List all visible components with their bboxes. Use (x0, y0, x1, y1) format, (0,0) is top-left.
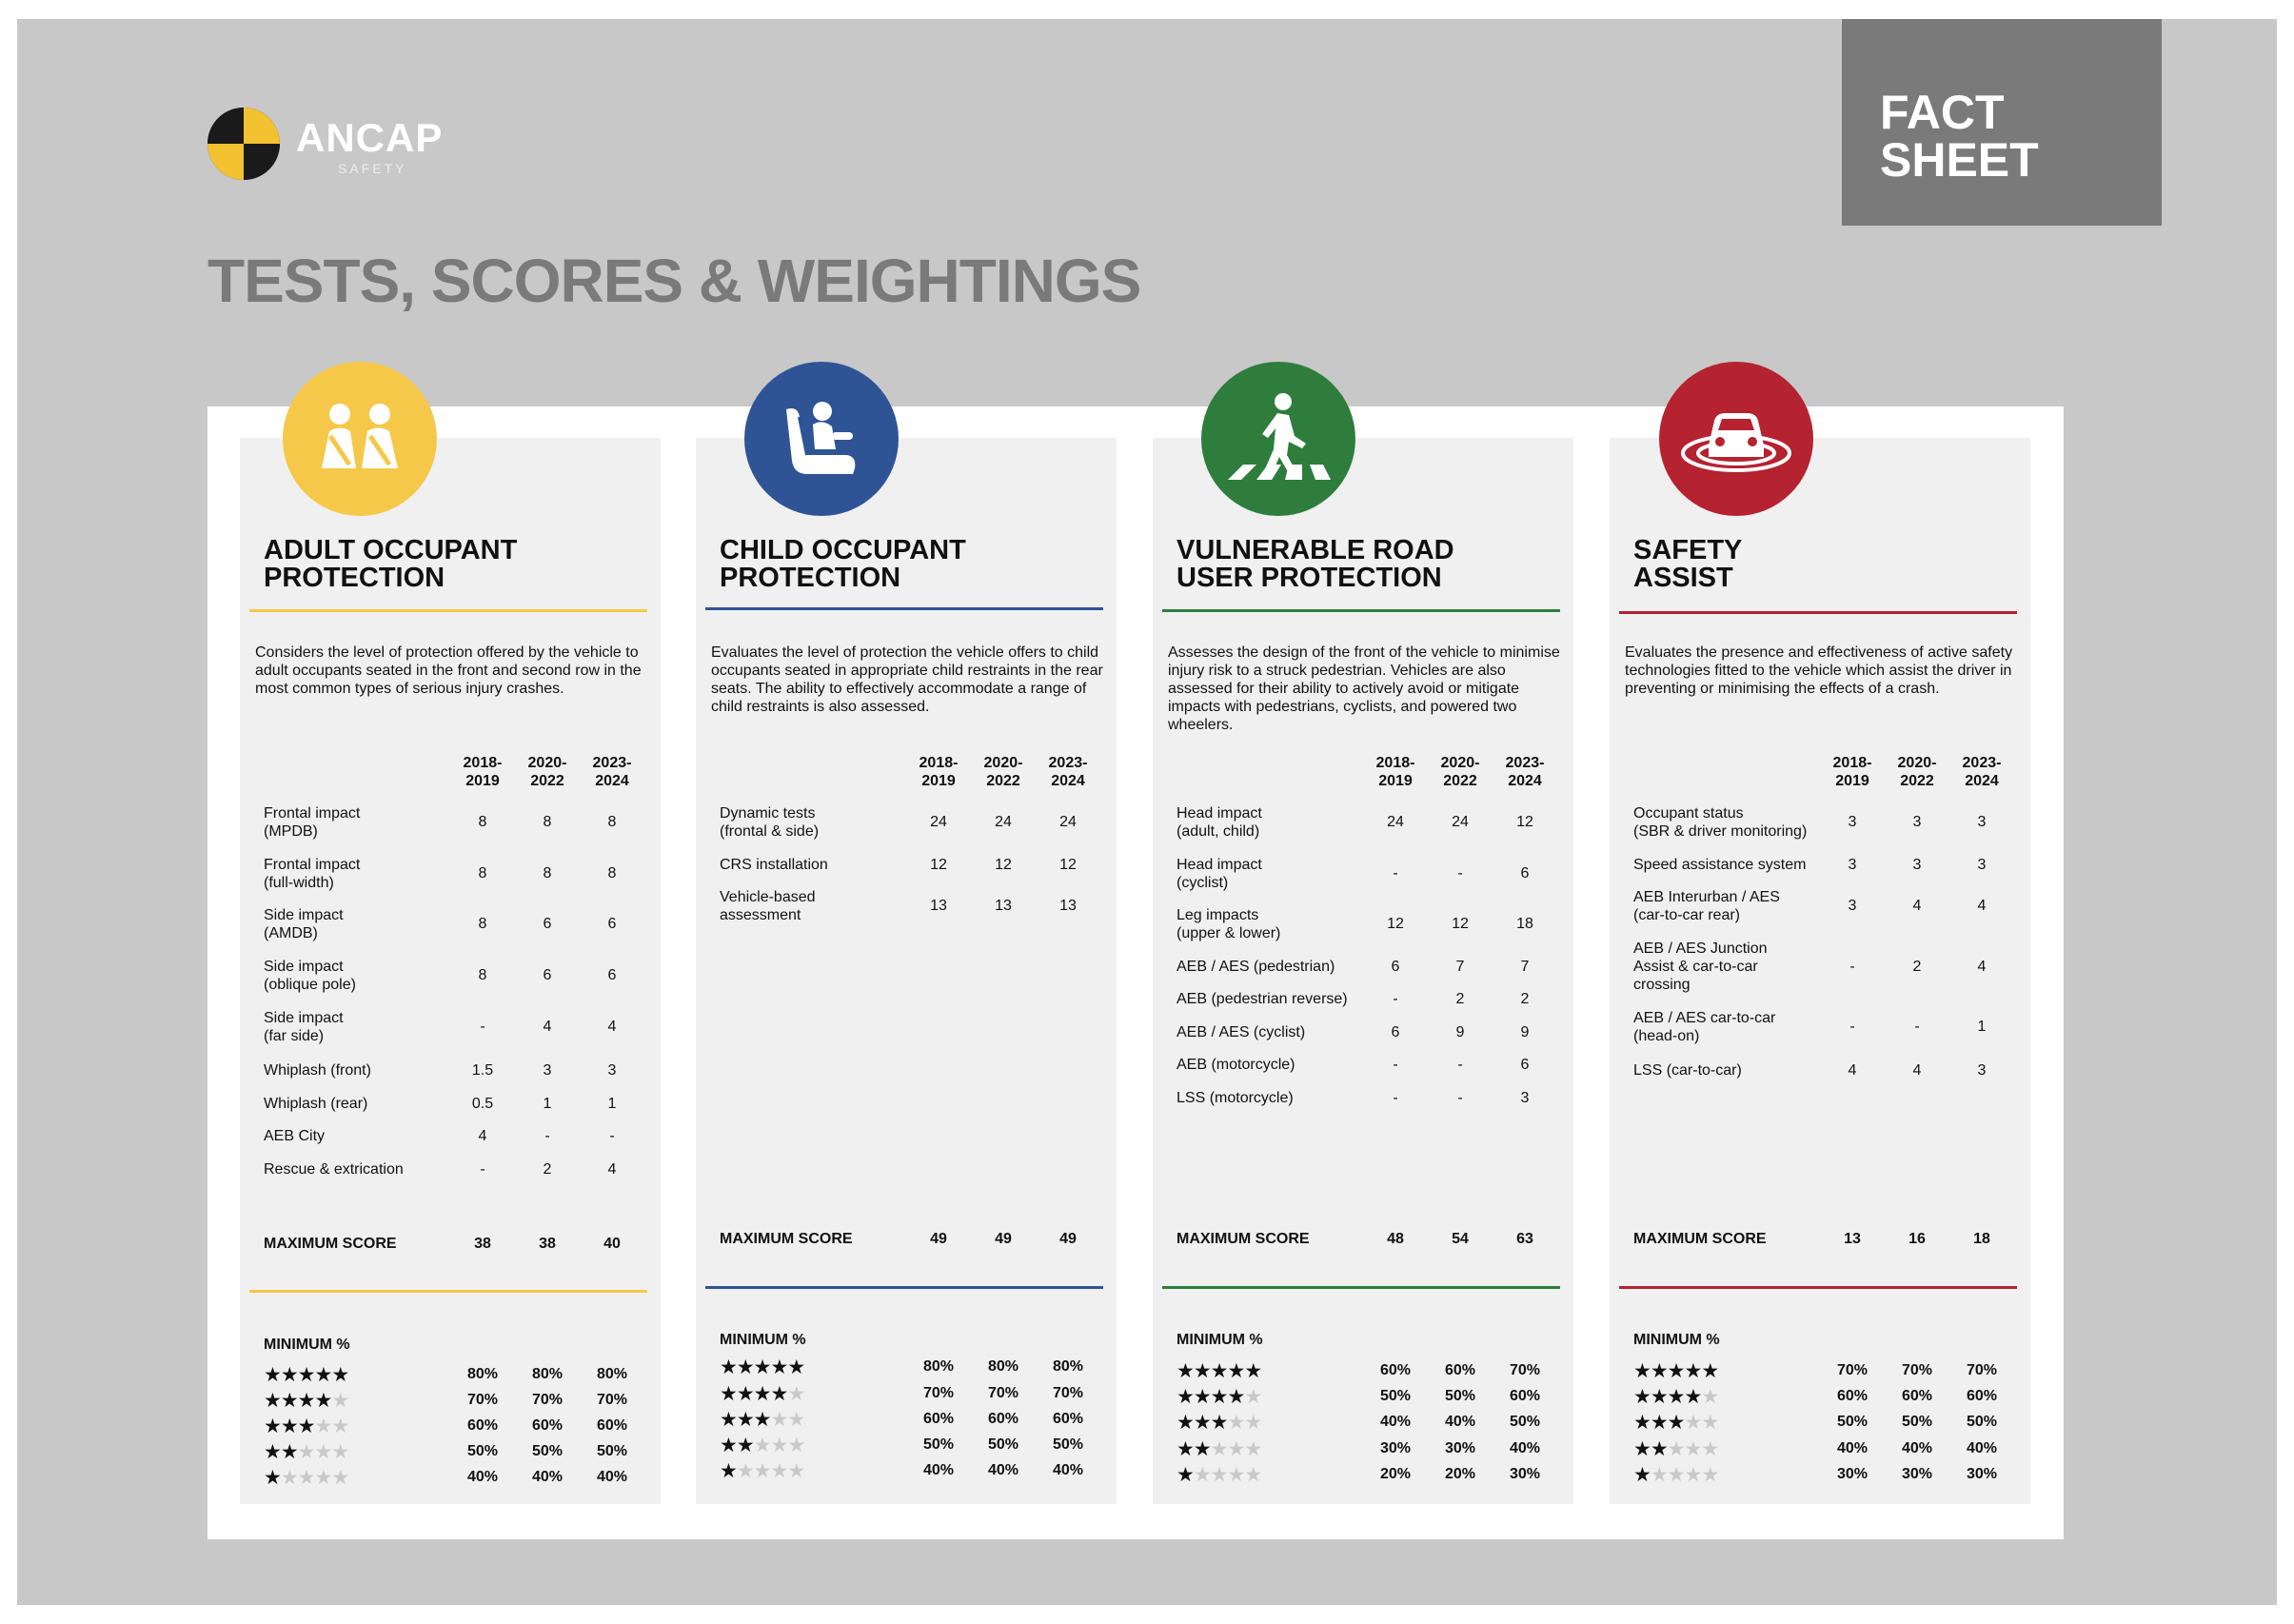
maximum-score-value: 48 (1387, 1231, 1404, 1247)
minimum-percent-value: 60% (1836, 1388, 1869, 1404)
score-value: 1 (607, 1096, 617, 1112)
score-value: 4 (607, 1161, 617, 1178)
test-name: Whiplash (rear) (264, 1096, 368, 1112)
maximum-score-value: 49 (1059, 1231, 1077, 1247)
category-title-line: ASSIST (1633, 563, 1733, 593)
score-value: 13 (1059, 898, 1077, 914)
test-name: AEB / AES Junction Assist & car-to-car crossing (1633, 941, 1768, 993)
star-rating-icon: ★★★★★ (264, 1416, 349, 1437)
minimum-percent-value: 70% (1901, 1362, 1933, 1378)
score-value: 4 (478, 1128, 487, 1144)
score-value: 8 (478, 814, 487, 830)
star-rating-icon: ★★★★★ (720, 1409, 805, 1431)
score-value: - (1849, 1019, 1855, 1035)
year-column-header: 2020- 2022 (1440, 755, 1480, 789)
score-value: - (609, 1128, 615, 1144)
score-value: 6 (1520, 865, 1530, 881)
year-column-header: 2018- 2019 (1375, 755, 1415, 789)
minimum-percent-value: 60% (1509, 1388, 1541, 1404)
minimum-percent-value: 40% (1836, 1440, 1869, 1456)
score-value: 24 (1387, 814, 1404, 830)
fact-sheet-line-2: SHEET (1880, 133, 2039, 187)
minimum-percent-value: 20% (1379, 1466, 1412, 1482)
test-name: AEB / AES (pedestrian) (1177, 959, 1335, 975)
maximum-score-label: MAXIMUM SCORE (1177, 1231, 1310, 1247)
score-value: 1.5 (471, 1062, 494, 1079)
minimum-percent-value: 50% (531, 1443, 564, 1459)
score-value: 12 (1059, 857, 1077, 873)
minimum-percent-value: 30% (1966, 1466, 1998, 1482)
score-value: - (1393, 1090, 1398, 1106)
score-value: 12 (1387, 916, 1404, 932)
score-value: 2 (1455, 991, 1465, 1007)
category-title-line: PROTECTION (720, 563, 901, 593)
minimum-percent-value: 70% (1966, 1362, 1998, 1378)
score-value: 6 (543, 916, 552, 932)
year-column-header: 2020- 2022 (983, 755, 1023, 789)
minimum-percent-label: MINIMUM % (1177, 1332, 1263, 1348)
category-description: Evaluates the level of protection the vehicle offers to child occupants seated in appropriate child restraints in the rear seats. The ability to effectively accommodate a range of child restraints is also assessed. (711, 644, 1103, 715)
minimum-percent-value: 60% (1901, 1388, 1933, 1404)
minimum-percent-value: 70% (1509, 1362, 1541, 1378)
minimum-percent-value: 70% (596, 1392, 628, 1408)
maximum-score-value: 49 (995, 1231, 1012, 1247)
test-name: Frontal impact (MPDB) (264, 805, 361, 840)
star-rating-icon: ★★★★★ (1633, 1438, 1719, 1460)
score-value: 24 (995, 814, 1012, 830)
test-name: AEB (pedestrian reverse) (1177, 991, 1348, 1007)
score-value: - (1457, 1090, 1463, 1106)
score-value: 6 (1391, 1024, 1400, 1040)
score-value: 6 (1520, 1057, 1530, 1073)
score-value: 7 (1520, 959, 1530, 975)
score-value: 4 (1848, 1062, 1857, 1079)
score-value: 4 (607, 1019, 617, 1035)
score-value: - (1393, 865, 1398, 881)
minimum-percent-value: 30% (1901, 1466, 1933, 1482)
score-value: 3 (1848, 898, 1857, 914)
minimum-percent-value: 60% (1444, 1362, 1476, 1378)
test-name: Rescue & extrication (264, 1161, 404, 1178)
score-value: 2 (543, 1161, 552, 1178)
star-rating-icon: ★★★★★ (1177, 1412, 1262, 1434)
test-name: Side impact (far side) (264, 1010, 344, 1044)
minimum-percent-value: 60% (987, 1411, 1019, 1427)
category-title (720, 537, 966, 592)
minimum-percent-value: 60% (1966, 1388, 1998, 1404)
test-name: Side impact (oblique pole) (264, 959, 356, 993)
star-rating-icon: ★★★★★ (264, 1467, 349, 1489)
star-rating-icon: ★★★★★ (1633, 1386, 1719, 1408)
minimum-percent-value: 40% (1052, 1462, 1084, 1478)
minimum-percent-value: 50% (1052, 1436, 1084, 1453)
minimum-percent-value: 50% (922, 1436, 955, 1453)
score-value: 6 (1391, 959, 1400, 975)
score-value: 9 (1455, 1024, 1465, 1040)
minimum-percent-value: 50% (1379, 1388, 1412, 1404)
minimum-percent-value: 60% (531, 1417, 564, 1434)
ancap-logo (208, 108, 493, 184)
score-value: 6 (543, 967, 552, 983)
minimum-percent-value: 40% (531, 1469, 564, 1485)
category-title (1633, 537, 1742, 592)
score-value: 3 (1912, 857, 1922, 873)
minimum-percent-value: 50% (1966, 1414, 1998, 1430)
year-column-header: 2020- 2022 (1897, 755, 1937, 789)
test-name: AEB City (264, 1128, 326, 1144)
minimum-percent-value: 30% (1444, 1440, 1476, 1456)
minimum-percent-value: 20% (1444, 1466, 1476, 1482)
year-column-header: 2023- 2024 (592, 755, 632, 789)
adult-occupants-icon (283, 362, 437, 516)
category-title-line: ADULT OCCUPANT (264, 535, 518, 565)
star-rating-icon: ★★★★★ (720, 1435, 805, 1456)
category-title (264, 537, 517, 592)
pedestrian-icon (1201, 362, 1355, 516)
year-column-header: 2018- 2019 (463, 755, 503, 789)
star-rating-icon: ★★★★★ (720, 1383, 805, 1405)
score-value: 3 (607, 1062, 617, 1079)
maximum-score-value: 63 (1516, 1231, 1533, 1247)
minimum-percent-value: 40% (922, 1462, 955, 1478)
child-seat-icon (744, 362, 899, 516)
score-value: 1 (1977, 1019, 1987, 1035)
minimum-percent-value: 30% (1509, 1466, 1541, 1482)
star-rating-icon: ★★★★★ (1177, 1360, 1262, 1382)
maximum-score-value: 54 (1452, 1231, 1469, 1247)
score-value: 3 (1912, 814, 1922, 830)
test-name: AEB (motorcycle) (1177, 1057, 1295, 1073)
maximum-score-value: 18 (1973, 1231, 1990, 1247)
maximum-score-label: MAXIMUM SCORE (720, 1231, 853, 1247)
minimum-percent-value: 30% (1836, 1466, 1869, 1482)
category-title (1177, 537, 1454, 592)
year-column-header: 2020- 2022 (527, 755, 567, 789)
score-value: 3 (1977, 1062, 1987, 1079)
score-value: 6 (607, 967, 617, 983)
score-value: 8 (607, 865, 617, 881)
test-name: Vehicle-based assessment (720, 889, 816, 923)
minimum-percent-value: 50% (987, 1436, 1019, 1453)
minimum-percent-value: 70% (466, 1392, 499, 1408)
minimum-percent-value: 80% (596, 1366, 628, 1382)
score-value: 24 (1059, 814, 1077, 830)
category-divider (705, 607, 1103, 610)
minimum-percent-value: 80% (1052, 1358, 1084, 1375)
minimum-percent-value: 50% (596, 1443, 628, 1459)
score-value: 3 (1848, 857, 1857, 873)
star-rating-icon: ★★★★★ (1177, 1386, 1262, 1408)
score-value: 12 (1516, 814, 1533, 830)
minimum-percent-label: MINIMUM % (720, 1332, 806, 1348)
minimum-percent-value: 70% (1052, 1385, 1084, 1401)
test-name: Whiplash (front) (264, 1062, 371, 1079)
minimum-percent-value: 40% (1901, 1440, 1933, 1456)
score-value: 8 (607, 814, 617, 830)
score-value: 8 (543, 814, 552, 830)
category-card (1153, 438, 1573, 1504)
score-value: - (1914, 1019, 1920, 1035)
minimum-percent-value: 60% (596, 1417, 628, 1434)
maximum-score-value: 40 (603, 1236, 621, 1252)
score-value: 0.5 (471, 1096, 494, 1112)
score-value: 4 (543, 1019, 552, 1035)
score-value: 12 (995, 857, 1012, 873)
minimum-percent-value: 50% (466, 1443, 499, 1459)
score-value: 1 (543, 1096, 552, 1112)
score-value: 3 (1977, 857, 1987, 873)
category-card (240, 438, 661, 1504)
category-title-line: USER PROTECTION (1177, 563, 1442, 593)
category-title-line: SAFETY (1633, 535, 1743, 565)
score-value: - (1849, 959, 1855, 975)
score-value: 7 (1455, 959, 1465, 975)
star-rating-icon: ★★★★★ (720, 1460, 805, 1482)
score-value: 2 (1912, 959, 1922, 975)
score-value: 8 (478, 967, 487, 983)
score-value: 3 (1977, 814, 1987, 830)
score-value: 4 (1977, 959, 1987, 975)
year-column-header: 2018- 2019 (1832, 755, 1872, 789)
minimum-percent-value: 40% (596, 1469, 628, 1485)
minimum-percent-value: 60% (1052, 1411, 1084, 1427)
minimum-percent-label: MINIMUM % (264, 1337, 350, 1353)
test-name: AEB Interurban / AES (car-to-car rear) (1633, 889, 1780, 923)
page-title: TESTS, SCORES & WEIGHTINGS (208, 247, 1141, 315)
minimum-percent-label: MINIMUM % (1633, 1332, 1720, 1348)
minimum-percent-value: 80% (987, 1358, 1019, 1375)
test-name: Speed assistance system (1633, 857, 1807, 873)
minimum-percent-value: 60% (922, 1411, 955, 1427)
brand-name: ANCAP (296, 115, 444, 160)
minimum-percent-value: 50% (1836, 1414, 1869, 1430)
score-value: - (1457, 1057, 1463, 1073)
score-value: 18 (1516, 916, 1533, 932)
car-sensor-icon (1659, 362, 1813, 516)
star-rating-icon: ★★★★★ (264, 1441, 349, 1463)
test-name: AEB / AES car-to-car (head-on) (1633, 1010, 1776, 1044)
minimum-percent-value: 80% (466, 1366, 499, 1382)
category-description: Evaluates the presence and effectiveness of active safety technologies fitted to the vehicle which assist the driver in preventing or minimising the effects of a crash. (1625, 644, 2013, 697)
category-divider (1162, 1286, 1560, 1289)
category-divider (249, 609, 647, 612)
minimum-percent-value: 50% (1509, 1414, 1541, 1430)
minimum-percent-value: 60% (466, 1417, 499, 1434)
maximum-score-label: MAXIMUM SCORE (1633, 1231, 1767, 1247)
test-name: Side impact (AMDB) (264, 907, 344, 941)
score-value: - (1457, 865, 1463, 881)
category-divider (1619, 611, 2017, 614)
score-value: 8 (478, 916, 487, 932)
score-value: - (1393, 991, 1398, 1007)
maximum-score-value: 49 (930, 1231, 947, 1247)
score-value: 4 (1977, 898, 1987, 914)
category-description: Assesses the design of the front of the vehicle to minimise injury risk to a struck pedestrian. Vehicles are also assessed for their ability to actively avoid or mitigate impacts with pedestrians, cyclists, and powered two wheelers. (1168, 644, 1560, 733)
test-name: Dynamic tests (frontal & side) (720, 805, 820, 840)
test-name: AEB / AES (cyclist) (1177, 1024, 1306, 1040)
score-value: 3 (1848, 814, 1857, 830)
score-value: 2 (1520, 991, 1530, 1007)
category-card (1610, 438, 2030, 1504)
star-rating-icon: ★★★★★ (1633, 1464, 1719, 1486)
score-value: 24 (930, 814, 947, 830)
score-value: 12 (930, 857, 947, 873)
test-name: Occupant status (SBR & driver monitoring) (1633, 805, 1808, 840)
minimum-percent-value: 70% (531, 1392, 564, 1408)
maximum-score-label: MAXIMUM SCORE (264, 1236, 397, 1252)
maximum-score-value: 13 (1844, 1231, 1861, 1247)
minimum-percent-value: 70% (922, 1385, 955, 1401)
minimum-percent-value: 70% (987, 1385, 1019, 1401)
minimum-percent-value: 30% (1379, 1440, 1412, 1456)
score-value: - (544, 1128, 550, 1144)
minimum-percent-value: 70% (1836, 1362, 1869, 1378)
minimum-percent-value: 50% (1444, 1388, 1476, 1404)
category-title-line: PROTECTION (264, 563, 445, 593)
category-title-line: VULNERABLE ROAD (1177, 535, 1454, 565)
test-name: Head impact (cyclist) (1177, 857, 1262, 891)
minimum-percent-value: 40% (987, 1462, 1019, 1478)
score-value: 9 (1520, 1024, 1530, 1040)
category-divider (705, 1286, 1103, 1289)
category-description: Considers the level of protection offered by the vehicle to adult occupants seated in the front and second row in the most common types of serious injury crashes. (255, 644, 642, 697)
test-name: Head impact (adult, child) (1177, 805, 1262, 840)
category-divider (1162, 609, 1560, 612)
brand-subtitle: SAFETY (338, 161, 407, 176)
year-column-header: 2023- 2024 (1505, 755, 1545, 789)
star-rating-icon: ★★★★★ (264, 1364, 349, 1386)
score-value: 13 (930, 898, 947, 914)
maximum-score-value: 38 (474, 1236, 491, 1252)
maximum-score-value: 38 (539, 1236, 556, 1252)
fact-sheet-badge (1842, 19, 2162, 226)
star-rating-icon: ★★★★★ (1177, 1464, 1262, 1486)
category-divider (1619, 1286, 2017, 1289)
minimum-percent-value: 80% (922, 1358, 955, 1375)
crash-test-marker-icon (208, 108, 280, 180)
test-name: LSS (car-to-car) (1633, 1062, 1742, 1079)
minimum-percent-value: 40% (1379, 1414, 1412, 1430)
score-value: 13 (995, 898, 1012, 914)
minimum-percent-value: 40% (1444, 1414, 1476, 1430)
score-value: 3 (1520, 1090, 1530, 1106)
score-value: 8 (543, 865, 552, 881)
score-value: 4 (1912, 898, 1922, 914)
score-value: 3 (543, 1062, 552, 1079)
score-value: 6 (607, 916, 617, 932)
score-value: - (480, 1161, 485, 1178)
minimum-percent-value: 60% (1379, 1362, 1412, 1378)
year-column-header: 2023- 2024 (1048, 755, 1088, 789)
test-name: Leg impacts (upper & lower) (1177, 907, 1281, 941)
test-name: CRS installation (720, 857, 828, 873)
year-column-header: 2018- 2019 (919, 755, 959, 789)
category-divider (249, 1290, 647, 1293)
score-value: 12 (1452, 916, 1469, 932)
score-value: 24 (1452, 814, 1469, 830)
score-value: 8 (478, 865, 487, 881)
minimum-percent-value: 40% (1966, 1440, 1998, 1456)
minimum-percent-value: 80% (531, 1366, 564, 1382)
star-rating-icon: ★★★★★ (720, 1357, 805, 1378)
year-column-header: 2023- 2024 (1962, 755, 2002, 789)
star-rating-icon: ★★★★★ (1633, 1412, 1719, 1434)
star-rating-icon: ★★★★★ (1177, 1438, 1262, 1460)
score-value: - (480, 1019, 485, 1035)
test-name: Frontal impact (full-width) (264, 857, 361, 891)
minimum-percent-value: 40% (466, 1469, 499, 1485)
star-rating-icon: ★★★★★ (264, 1390, 349, 1412)
fact-sheet-line-1: FACT (1880, 86, 2005, 139)
test-name: LSS (motorcycle) (1177, 1090, 1294, 1106)
score-value: - (1393, 1057, 1398, 1073)
maximum-score-value: 16 (1908, 1231, 1926, 1247)
star-rating-icon: ★★★★★ (1633, 1360, 1719, 1382)
category-card (696, 438, 1117, 1504)
score-value: 4 (1912, 1062, 1922, 1079)
category-title-line: CHILD OCCUPANT (720, 535, 966, 565)
minimum-percent-value: 40% (1509, 1440, 1541, 1456)
minimum-percent-value: 50% (1901, 1414, 1933, 1430)
